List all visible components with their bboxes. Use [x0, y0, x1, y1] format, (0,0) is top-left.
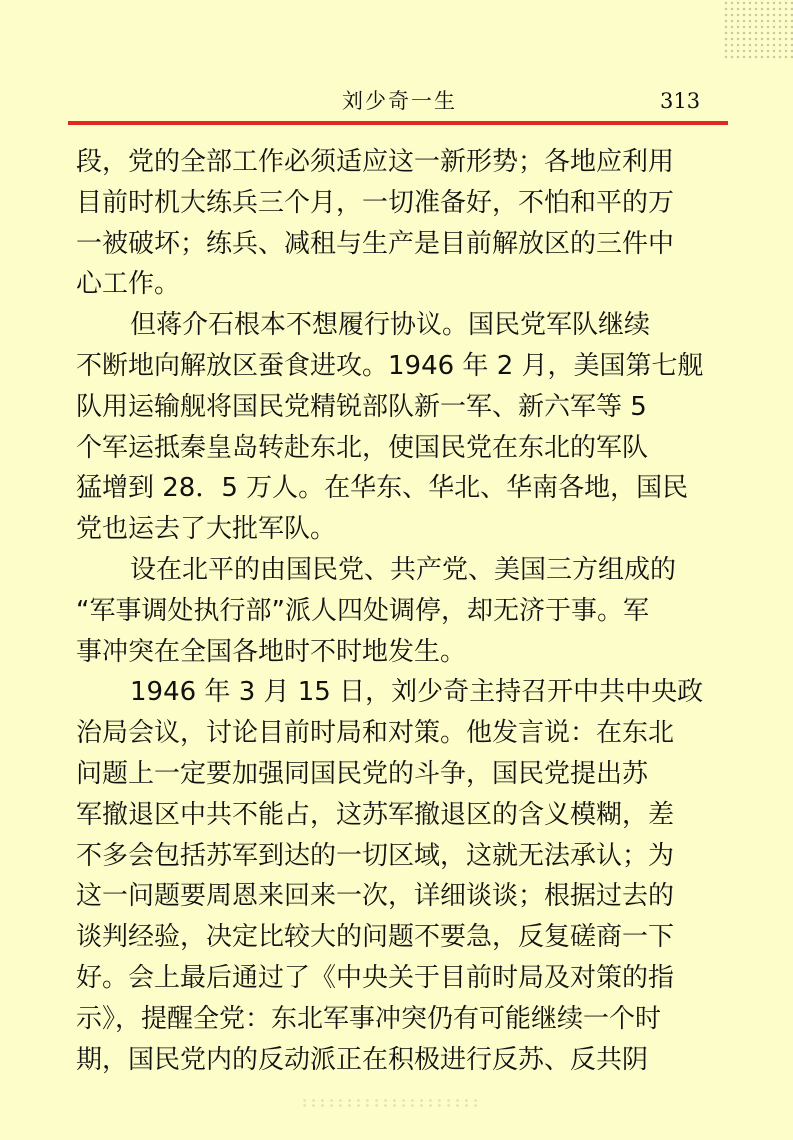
text-line: 一被破坏；练兵、减租与生产是目前解放区的三件中: [76, 228, 675, 259]
text-line: 期，国民党内的反动派正在积极进行反苏、反共阴: [76, 1044, 649, 1075]
text-line: 事冲突在全国各地时不时地发生。: [76, 636, 467, 667]
text-line: 1946 年 3 月 15 日，刘少奇主持召开中共中央政: [130, 677, 704, 708]
corner-texture: [723, 0, 793, 60]
text-line: 示》，提醒全党：东北军事冲突仍有可能继续一个时: [76, 1003, 662, 1034]
text-line: 段，党的全部工作必须适应这一新形势；各地应利用: [76, 147, 675, 177]
text-line: 谈判经验，决定比较大的问题不要急，反复磋商一下: [76, 922, 675, 953]
text-line: 军撤退区中共不能占，这苏军撤退区的含义模糊，差: [76, 799, 675, 830]
footer-texture: [300, 1098, 480, 1108]
text-line: 目前时机大练兵三个月，一切准备好，不怕和平的万: [76, 187, 675, 218]
running-header-title: 刘少奇一生: [342, 89, 457, 113]
text-line: 党也运去了大批军队。: [76, 514, 337, 545]
text-line: 不断地向解放区蚕食进攻。1946 年 2 月，美国第七舰: [76, 350, 704, 381]
text-line: 但蒋介石根本不想履行协议。国民党军队继续: [130, 310, 651, 341]
text-line: 设在北平的由国民党、共产党、美国三方组成的: [130, 554, 677, 585]
text-line: 治局会议，讨论目前时局和对策。他发言说：在东北: [76, 718, 675, 749]
text-line: 队用运输舰将国民党精锐部队新一军、新六军等 5: [76, 391, 647, 422]
text-line: 心工作。: [76, 269, 181, 300]
text-line: 好。会上最后通过了《中央关于目前时局及对策的指: [76, 962, 675, 993]
text-line: 不多会包括苏军到达的一切区域，这就无法承认；为: [76, 840, 675, 871]
text-line: 问题上一定要加强同国民党的斗争，国民党提出苏: [76, 758, 649, 789]
text-line: “军事调处执行部”派人四处调停，却无济于事。军: [76, 595, 649, 626]
body-text: [76, 142, 726, 1080]
page-number: 313: [660, 89, 701, 113]
text-line: 这一问题要周恩来回来一次，详细谈谈；根据过去的: [76, 881, 675, 912]
text-line: 个军运抵秦皇岛转赴东北，使国民党在东北的军队: [76, 432, 649, 463]
text-line: 猛增到 28．5 万人。在华东、华北、华南各地，国民: [76, 473, 689, 504]
header-rule: [68, 121, 728, 125]
